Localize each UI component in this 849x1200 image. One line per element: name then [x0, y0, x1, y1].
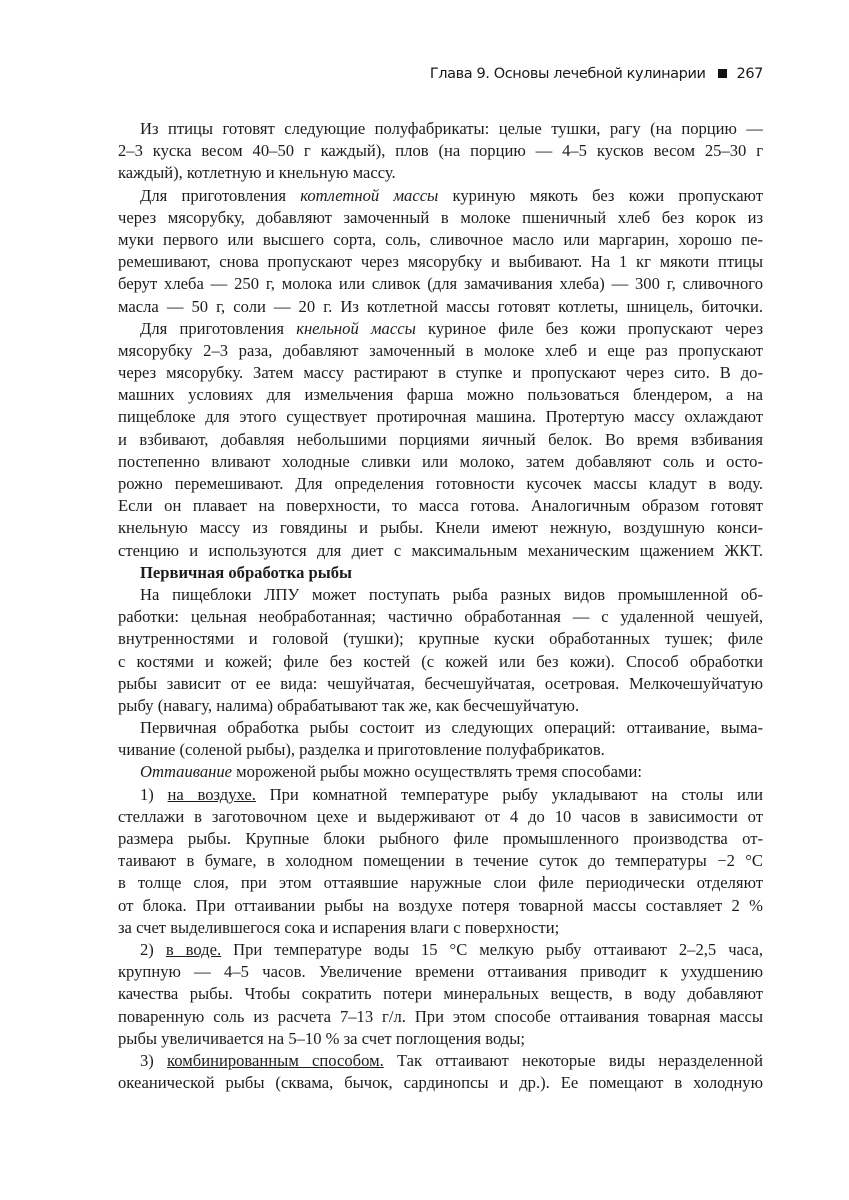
chapter-title: Глава 9. Основы лечебной кулинарии — [429, 66, 706, 82]
text-line — [118, 806, 763, 828]
text-segment: поваренную соль из расчета 7–13 г/л. При этом способе оттаивания товарная массы — [118, 1006, 763, 1026]
text-line — [118, 850, 763, 872]
text-line — [118, 140, 763, 162]
text-line — [118, 495, 763, 517]
text-segment: и взбивают, добавляя небольшими порциями яичный белок. Во время взбивания — [118, 429, 763, 449]
text-segment: за счет выделившегося сока и испарения влаги с поверхности; — [118, 917, 560, 937]
text-segment: машних условиях для измельчения фарша можно пользоваться блендером, а на — [118, 385, 763, 405]
text-line — [118, 362, 763, 384]
text-line — [118, 1072, 763, 1094]
text-line — [118, 628, 763, 650]
text-line — [118, 296, 763, 318]
underlined-term: комбинированным способом. — [167, 1050, 384, 1070]
text-segment: 2) — [140, 939, 166, 959]
text-segment: стенцию и используются для диет с максимальным механическим щажением ЖКТ. — [118, 540, 763, 560]
text-line — [118, 118, 763, 140]
text-line — [118, 229, 763, 251]
text-segment: постепенно вливают холодные сливки или молоко, затем добавляют соль и осто- — [118, 451, 763, 471]
italic-term: кнельной массы — [296, 318, 416, 338]
text-line — [118, 406, 763, 428]
text-line — [118, 185, 763, 207]
text-line — [118, 429, 763, 451]
text-line — [118, 473, 763, 495]
text-segment: 2–3 куска весом 40–50 г каждый), плов (на порцию — 4–5 кусков весом 25–30 г — [118, 141, 763, 161]
text-line — [118, 251, 763, 273]
text-segment: крупную — 4–5 часов. Увеличение времени оттаивания приводит к ухудшению — [118, 962, 763, 982]
text-segment: каждый), котлетную и кнельную массу. — [118, 163, 396, 183]
text-segment: через мясорубку, добавляют замоченный в молоке пшеничный хлеб без корок из — [118, 207, 763, 227]
text-segment: от блока. При оттаивании рыбы на воздухе потеря товарной массы составляет 2 % — [118, 895, 763, 915]
text-segment: качества рыбы. Чтобы сократить потери минеральных веществ, в воду добавляют — [118, 984, 763, 1004]
text-line — [118, 895, 763, 917]
text-line — [118, 207, 763, 229]
text-line — [118, 651, 763, 673]
text-segment: работки: цельная необработанная; частично обработанная — с удаленной чешуей, — [118, 607, 763, 627]
text-line — [118, 695, 763, 717]
text-segment: размера рыбы. Крупные блоки рыбного филе промышленного производства от- — [118, 829, 763, 848]
text-segment: Первичная обработка рыбы — [140, 562, 352, 582]
text-line — [118, 939, 763, 961]
text-segment: куриную мякоть без кожи пропускают — [438, 185, 763, 205]
text-line — [118, 451, 763, 473]
text-line — [118, 517, 763, 539]
text-line — [118, 1028, 763, 1050]
text-segment: 3) — [140, 1050, 168, 1070]
text-segment: таивают в бумаге, в холодном помещении в течение суток до температуры −2 °С — [118, 851, 763, 871]
underlined-term: на воздухе. — [167, 784, 256, 804]
text-segment: мясорубку 2–3 раза, добавляют замоченный в молоке хлеб и еще раз пропускают — [118, 340, 763, 360]
text-line — [118, 318, 763, 340]
text-segment: в толще слоя, при этом оттаявшие наружные слои филе периодически отделяют — [118, 873, 763, 893]
text-line — [118, 917, 763, 939]
text-segment: чивание (соленой рыбы), разделка и приготовление полуфабрикатов. — [118, 740, 605, 760]
text-line — [118, 162, 763, 184]
text-segment: рыбы увеличивается на 5–10 % за счет поглощения воды; — [118, 1028, 525, 1048]
text-line — [118, 340, 763, 362]
text-line — [118, 739, 763, 761]
running-header — [430, 66, 763, 82]
text-line — [118, 273, 763, 295]
text-line — [118, 384, 763, 406]
text-segment: рыбы зависит от ее вида: чешуйчатая, бесчешуйчатая, осетровая. Мелкочешуйчатую — [118, 673, 763, 693]
text-line — [118, 872, 763, 894]
underlined-term: в воде. — [165, 939, 222, 959]
text-line — [118, 784, 763, 806]
page-body-text — [118, 118, 763, 1094]
square-bullet-icon — [718, 69, 727, 78]
text-segment: При температуре воды 15 °С мелкую рыбу оттаивают 2–2,5 часа, — [221, 939, 763, 959]
text-segment: кнельную массу из говядины и рыбы. Кнели имеют нежную, воздушную конси- — [118, 518, 763, 538]
text-segment: океанической рыбы (сквама, бычок, сардинопсы и др.). Ее помещают в холодную — [118, 1073, 763, 1093]
text-line — [118, 717, 763, 739]
text-segment: 1) — [140, 784, 168, 804]
text-segment: пищеблоке для этого существует протирочная машина. Протертую массу охлаждают — [118, 407, 763, 427]
text-segment: Для приготовления — [140, 318, 297, 338]
text-segment: берут хлеба — 250 г, молока или сливок (для замачивания хлеба) — 300 г, сливочного — [118, 274, 763, 294]
text-segment: масла — 50 г, соли — 20 г. Из котлетной массы готовят котлеты, шницель, биточки. — [118, 296, 763, 316]
text-segment: внутренностями и головой (тушки); крупные куски обработанных тушек; филе — [118, 629, 763, 649]
text-segment: Первичная обработка рыбы состоит из следующих операций: оттаивание, выма- — [140, 718, 763, 738]
text-segment: Если он плавает на поверхности, то масса готова. Аналогичным образом готовят — [118, 496, 763, 516]
text-line — [118, 584, 763, 606]
text-segment: куриное филе без кожи пропускают через — [415, 318, 763, 338]
section-heading — [118, 562, 763, 584]
text-line — [118, 828, 763, 850]
text-segment: через мясорубку. Затем массу растирают в ступке и пропускают через сито. В до- — [118, 363, 763, 383]
text-segment: Так оттаивают некоторые виды неразделенной — [383, 1050, 763, 1070]
text-segment: стеллажи в заготовочном цехе и выдерживают от 4 до 10 часов в зависимости от — [118, 806, 763, 826]
text-segment: мороженой рыбы можно осуществлять тремя способами: — [232, 762, 642, 782]
page-number: 267 — [736, 66, 763, 82]
text-line — [118, 540, 763, 562]
text-segment: При комнатной температуре рыбу укладывают на столы или — [255, 784, 763, 804]
text-segment: муки первого или высшего сорта, соль, сливочное масло или маргарин, хорошо пе- — [118, 229, 763, 249]
text-line — [118, 983, 763, 1005]
text-line — [118, 1006, 763, 1028]
text-segment: рожно перемешивают. Для определения готовности кусочек массы кладут в воду. — [118, 474, 763, 493]
text-segment: Из птицы готовят следующие полуфабрикаты: целые тушки, рагу (на порцию — — [140, 119, 763, 138]
italic-term: Оттаивание — [140, 762, 233, 782]
text-line — [118, 673, 763, 695]
text-line — [118, 606, 763, 628]
text-line — [118, 761, 763, 783]
text-segment: с костями и кожей; филе без костей (с кожей или без кожи). Способ обработки — [118, 651, 763, 671]
text-segment: На пищеблоки ЛПУ может поступать рыба разных видов промышленной об- — [140, 584, 763, 604]
text-line — [118, 1050, 763, 1072]
text-segment: рыбу (навагу, налима) обрабатывают так же, как бесчешуйчатую. — [118, 695, 580, 715]
text-segment: Для приготовления — [140, 185, 301, 205]
italic-term: котлетной массы — [300, 185, 439, 205]
text-segment: ремешивают, снова пропускают через мясорубку и выбивают. На 1 кг мякоти птицы — [118, 252, 763, 272]
text-line — [118, 961, 763, 983]
